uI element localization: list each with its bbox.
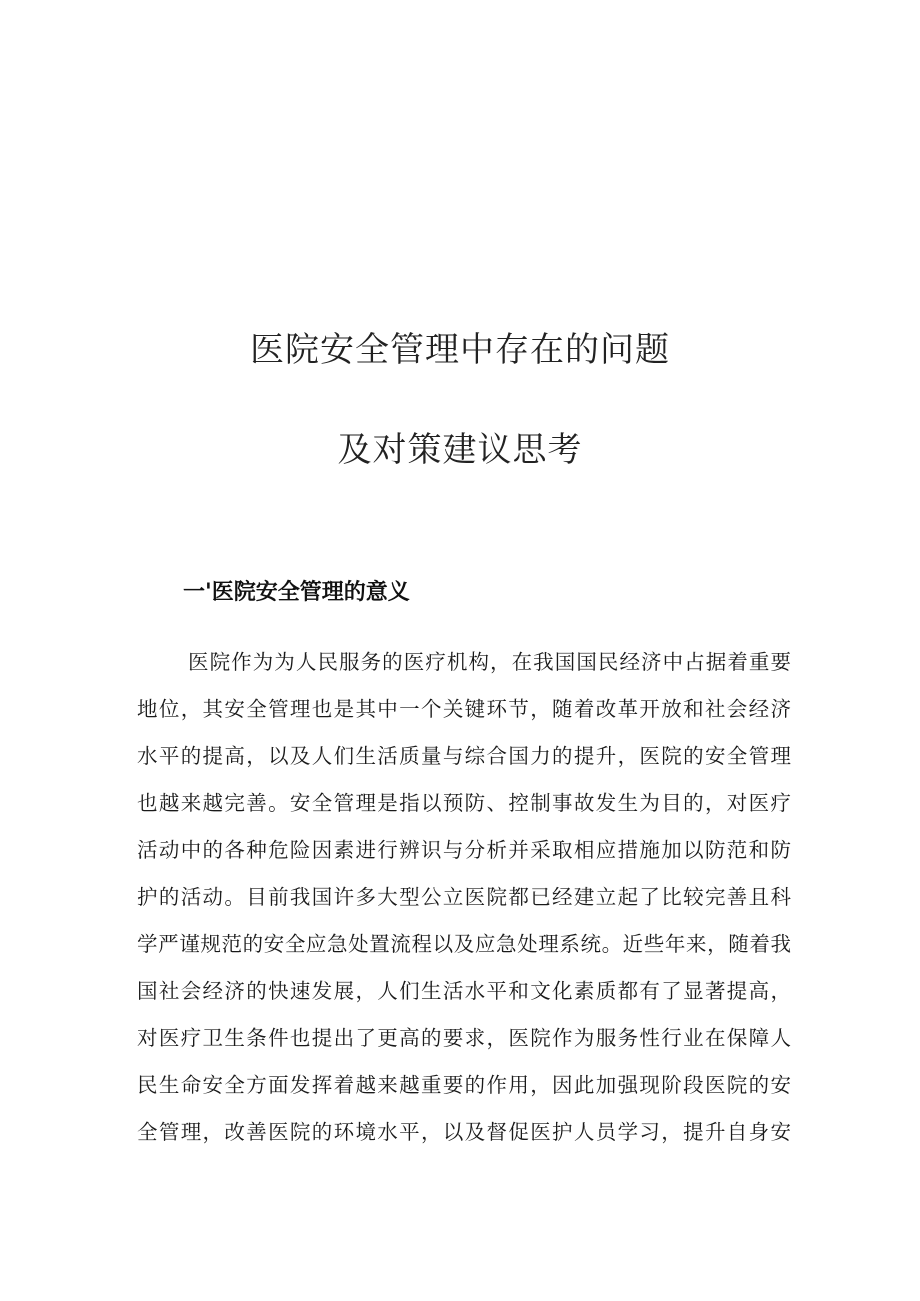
paragraph-line: 国社会经济的快速发展，人们生活水平和文化素质都有了显著提高， xyxy=(137,979,791,1003)
paragraph-line: 全管理，改善医院的环境水平，以及督促医护人员学习，提升自身安 xyxy=(137,1120,791,1144)
paragraph-line: 也越来越完善。安全管理是指以预防、控制事故发生为目的，对医疗 xyxy=(137,791,791,815)
section-heading: 一'医院安全管理的意义 xyxy=(183,580,410,605)
paragraph-line: 水平的提高，以及人们生活质量与综合国力的提升，医院的安全管理 xyxy=(137,744,791,768)
paragraph-line: 对医疗卫生条件也提出了更高的要求，医院作为服务性行业在保障人 xyxy=(137,1026,791,1050)
document-title-line-1: 医院安全管理中存在的问题 xyxy=(250,330,670,370)
paragraph-line: 护的活动。目前我国许多大型公立医院都已经建立起了比较完善且科 xyxy=(137,885,791,909)
paragraph-line: 学严谨规范的安全应急处置流程以及应急处理系统。近些年来，随着我 xyxy=(137,932,791,956)
paragraph-line: 活动中的各种危险因素进行辨识与分析并采取相应措施加以防范和防 xyxy=(137,838,791,862)
paragraph-line: 医院作为为人民服务的医疗机构，在我国国民经济中占据着重要 xyxy=(188,650,791,674)
document-title-line-2: 及对策建议思考 xyxy=(337,430,583,470)
paragraph-line: 地位，其安全管理也是其中一个关键环节，随着改革开放和社会经济 xyxy=(137,697,791,721)
paragraph-line: 民生命安全方面发挥着越来越重要的作用，因此加强现阶段医院的安 xyxy=(137,1073,791,1097)
